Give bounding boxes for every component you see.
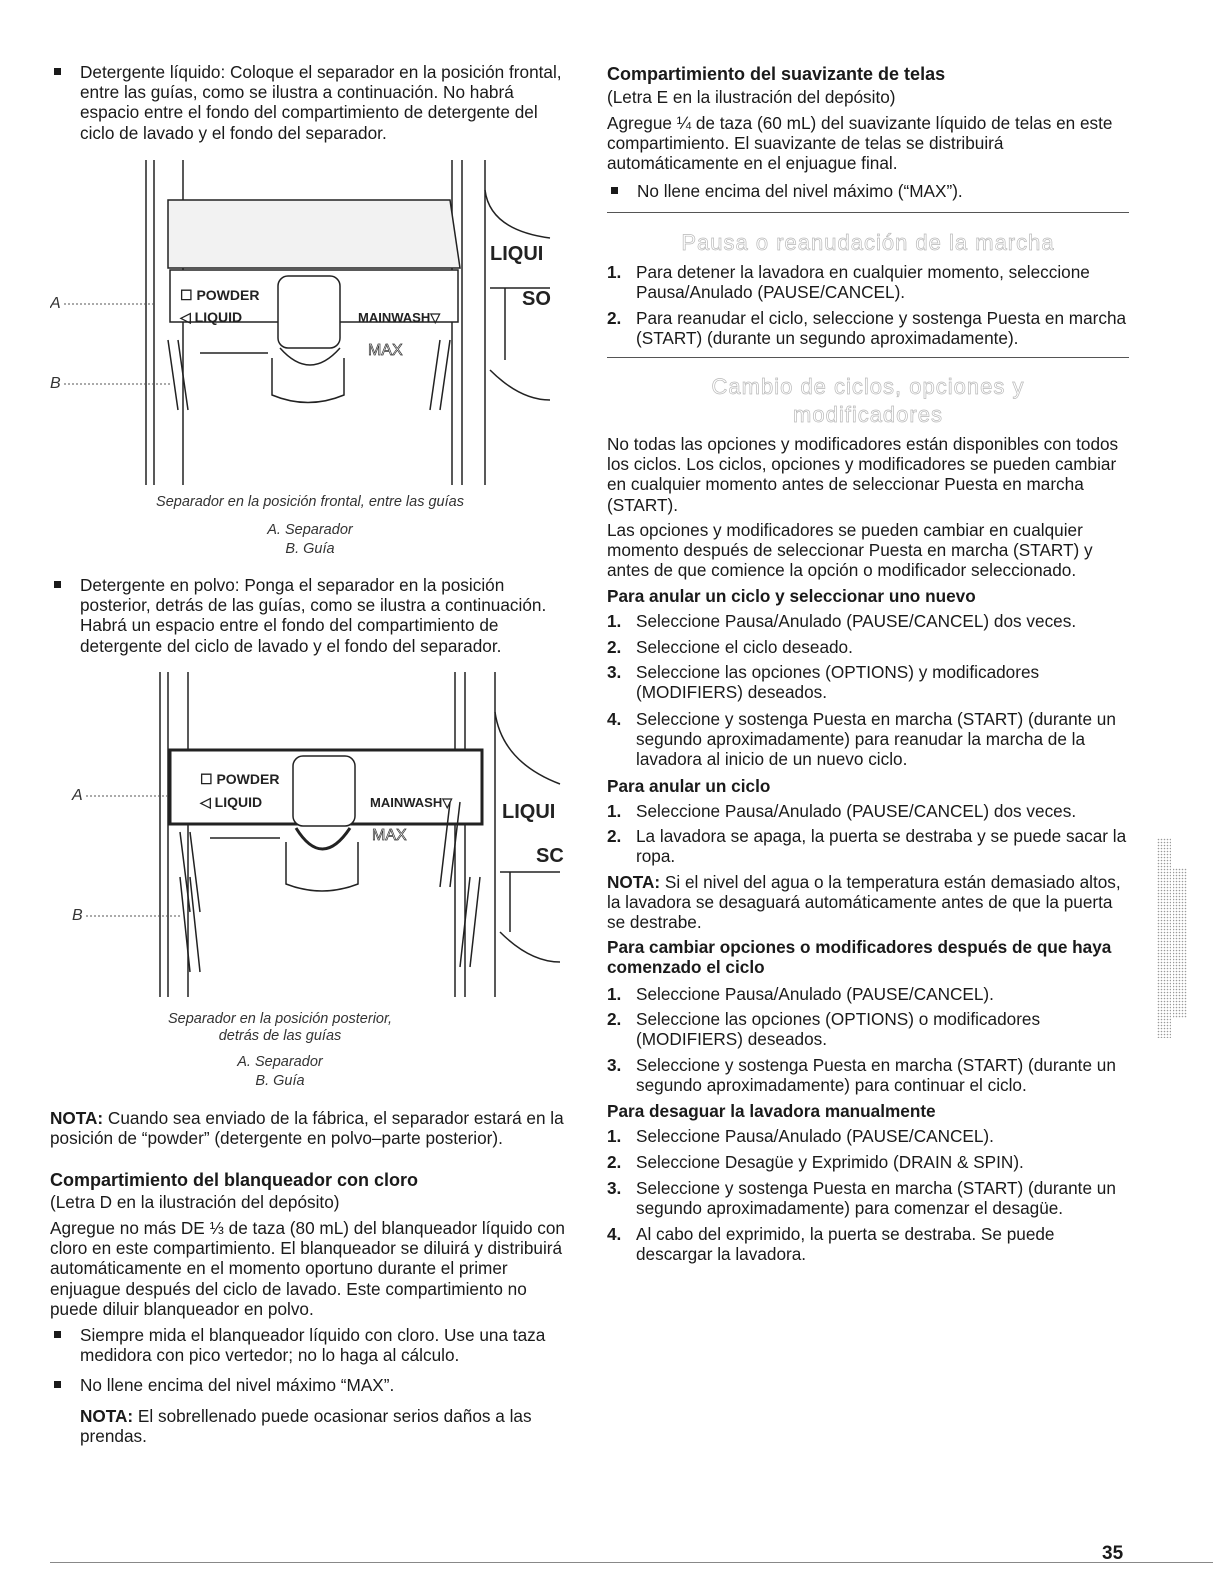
nota-separator xyxy=(50,1108,570,1148)
step-number: 1. xyxy=(607,262,622,282)
step-number: 1. xyxy=(607,1126,622,1146)
step-text: Seleccione y sostenga Puesta en marcha (START) (durante un segundo aproximadamente) para reanudar la marcha de la lavadora al inicio de un nuevo ciclo. xyxy=(636,709,1116,770)
step-text: Seleccione Desagüe y Exprimido (DRAIN & SPIN). xyxy=(636,1152,1024,1172)
step-number: 1. xyxy=(607,801,622,821)
bleach-nota xyxy=(80,1406,570,1446)
step-text: Seleccione Pausa/Anulado (PAUSE/CANCEL). xyxy=(636,1126,994,1146)
bleach-bullet-max xyxy=(50,1375,570,1397)
mainwash-label: MAINWASH▽ xyxy=(358,310,441,325)
footer-rule xyxy=(50,1562,1213,1563)
step-text: Al cabo del exprimido, la puerta se destraba. Se puede descargar la lavadora. xyxy=(636,1224,1055,1265)
liqui-label: LIQUI xyxy=(502,801,556,823)
figure-1-caption: Separador en la posición frontal, entre las guías xyxy=(156,494,464,510)
so-label: SO xyxy=(522,288,551,310)
pause-heading: Pausa o reanudación de la marcha xyxy=(681,230,1055,255)
step-text: Seleccione y sostenga Puesta en marcha (START) (durante un segundo aproximadamente) para comenzar el desagüe. xyxy=(636,1178,1116,1219)
label-a: A xyxy=(72,787,83,804)
step-number: 2. xyxy=(607,1152,622,1172)
step-number: 2. xyxy=(607,637,622,657)
step-number: 4. xyxy=(607,709,622,729)
dispenser-illustration-front xyxy=(50,160,570,490)
change-options-step-3 xyxy=(607,1055,1129,1097)
figure-1-legend-a: A. Separador xyxy=(267,522,353,538)
drain-step-2 xyxy=(607,1152,1129,1174)
drain-title: Para desaguar la lavadora manualmente xyxy=(607,1101,936,1121)
liquid-label: ◁ LIQUID xyxy=(180,309,243,325)
bleach-bullet-measure xyxy=(50,1325,570,1367)
cancel-cycle-title: Para anular un ciclo xyxy=(607,776,771,796)
step-text: Seleccione y sostenga Puesta en marcha (START) (durante un segundo aproximadamente) para continuar el ciclo. xyxy=(636,1055,1116,1096)
bullet-text: No llene encima del nivel máximo (“MAX”). xyxy=(637,181,963,201)
change-options-title: Para cambiar opciones o modificadores después de que haya comenzado el ciclo xyxy=(607,937,1112,978)
change-heading-line-2: modificadores xyxy=(793,402,943,427)
bullet-text: Detergente líquido: Coloque el separador en la posición frontal, entre las guías, como se ilustra a continuación. No habrá espacio entre el fondo del compartimiento de detergente del ciclo de lavado y el fondo del separador. xyxy=(80,62,562,143)
page-number: 35 xyxy=(1102,1543,1124,1564)
section-divider xyxy=(607,357,1129,358)
bullet-powder-detergent xyxy=(50,575,570,657)
change-heading-line-1: Cambio de ciclos, opciones y xyxy=(711,374,1025,399)
step-number: 1. xyxy=(607,984,622,1004)
side-section-tab xyxy=(1151,808,1191,1058)
drain-step-1 xyxy=(607,1126,1129,1148)
dispenser-illustration-back xyxy=(50,672,570,1007)
pause-step-2 xyxy=(607,308,1129,350)
nota-label: NOTA: xyxy=(607,872,661,892)
drain-step-4 xyxy=(607,1224,1129,1266)
max-label: MAX xyxy=(368,342,403,359)
nota-label: NOTA: xyxy=(80,1406,134,1426)
cancel-select-step-2 xyxy=(607,637,1129,659)
bleach-title: Compartimiento del blanqueador con cloro xyxy=(50,1170,419,1190)
cancel-cycle-step-1 xyxy=(607,801,1129,823)
halftone-tab-graphic xyxy=(1151,808,1191,1058)
step-number: 4. xyxy=(607,1224,622,1244)
step-number: 3. xyxy=(607,1178,622,1198)
softener-subtitle: (Letra E en la ilustración del depósito) xyxy=(607,87,896,107)
step-number: 3. xyxy=(607,1055,622,1075)
bullet-text: Siempre mida el blanqueador líquido con cloro. Use una taza medidora con pico vertedor; no lo haga al cálculo. xyxy=(80,1325,546,1366)
nota-label: NOTA: xyxy=(50,1108,104,1128)
step-text: Seleccione el ciclo deseado. xyxy=(636,637,853,657)
figure-1-legend-b: B. Guía xyxy=(285,541,335,557)
cancel-select-step-3 xyxy=(607,662,1129,704)
cancel-cycle-step-2 xyxy=(607,826,1129,868)
powder-label: ☐ POWDER xyxy=(180,287,260,303)
nota-text: Si el nivel del agua o la temperatura están demasiado altos, la lavadora se desaguará automáticamente antes de que la puerta se destrabe. xyxy=(607,872,1121,933)
bullet-liquid-detergent xyxy=(50,62,570,144)
step-text: Seleccione Pausa/Anulado (PAUSE/CANCEL). xyxy=(636,984,994,1004)
bleach-body: Agregue no más DE ⅓ de taza (80 mL) del blanqueador líquido con cloro en este compartimiento. El blanqueador se diluirá y distribuirá automáticamente en el momento oportuno durante el primer enjuague después del ciclo de lavado. Este compartimiento no puede diluir blanqueador en polvo. xyxy=(50,1218,565,1319)
nota-text: Cuando sea enviado de la fábrica, el separador estará en la posición de “powder” (detergente en polvo–parte posterior). xyxy=(50,1108,564,1149)
softener-body: Agregue ¼ de taza (60 mL) del suavizante líquido de telas en este compartimiento. El suavizante de telas se distribuirá automáticamente en el enjuague final. xyxy=(607,113,1113,174)
section-divider xyxy=(607,212,1129,213)
liquid-label: ◁ LIQUID xyxy=(200,794,263,810)
softener-bullet xyxy=(607,181,1129,203)
change-para-2: Las opciones y modificadores se pueden cambiar en cualquier momento después de seleccionar Puesta en marcha (START) y antes de que comience la opción o modificador seleccionado. xyxy=(607,520,1093,581)
cancel-select-title: Para anular un ciclo y seleccionar uno nuevo xyxy=(607,586,976,606)
step-text: Seleccione Pausa/Anulado (PAUSE/CANCEL) dos veces. xyxy=(636,801,1077,821)
step-number: 3. xyxy=(607,662,622,682)
label-b: B xyxy=(72,907,83,924)
step-text: Para detener la lavadora en cualquier momento, seleccione Pausa/Anulado (PAUSE/CANCEL). xyxy=(636,262,1090,303)
drain-step-3 xyxy=(607,1178,1129,1220)
change-options-step-1 xyxy=(607,984,1129,1006)
step-number: 2. xyxy=(607,308,622,328)
pause-step-1 xyxy=(607,262,1129,304)
change-para-1: No todas las opciones y modificadores están disponibles con todos los ciclos. Los ciclos, opciones y modificadores se pueden cambiar en cualquier momento antes de seleccionar Puesta en marcha (START). xyxy=(607,434,1119,515)
cancel-select-step-1 xyxy=(607,611,1129,633)
softener-title: Compartimiento del suavizante de telas xyxy=(607,64,946,84)
figure-2-caption-2: detrás de las guías xyxy=(218,1028,342,1044)
liqui-label: LIQUI xyxy=(490,243,544,265)
step-text: Para reanudar el ciclo, seleccione y sostenga Puesta en marcha (START) (durante un segundo aproximadamente). xyxy=(636,308,1127,349)
change-options-step-2 xyxy=(607,1009,1129,1051)
step-text: Seleccione las opciones (OPTIONS) y modificadores (MODIFIERS) deseados. xyxy=(636,662,1040,703)
label-a: A xyxy=(50,295,61,312)
bleach-subtitle: (Letra D en la ilustración del depósito) xyxy=(50,1192,340,1212)
figure-2-legend-b: B. Guía xyxy=(255,1073,305,1089)
step-number: 2. xyxy=(607,826,622,846)
step-text: Seleccione Pausa/Anulado (PAUSE/CANCEL) dos veces. xyxy=(636,611,1077,631)
cancel-cycle-nota xyxy=(607,872,1129,933)
step-number: 1. xyxy=(607,611,622,631)
step-text: La lavadora se apaga, la puerta se destraba y se puede sacar la ropa. xyxy=(636,826,1127,867)
bullet-text: Detergente en polvo: Ponga el separador en la posición posterior, detrás de las guías, como se ilustra a continuación. Habrá un espacio entre el fondo del compartimiento de detergente del ciclo de lavado y el fondo del separador. xyxy=(80,575,547,656)
cancel-select-step-4 xyxy=(607,709,1129,771)
figure-separator-front xyxy=(50,160,570,490)
powder-label: ☐ POWDER xyxy=(200,771,280,787)
label-b: B xyxy=(50,375,61,392)
figure-separator-back xyxy=(50,672,570,1007)
nota-text: El sobrellenado puede ocasionar serios daños a las prendas. xyxy=(80,1406,532,1447)
figure-2-caption-1: Separador en la posición posterior, xyxy=(167,1011,393,1027)
step-text: Seleccione las opciones (OPTIONS) o modificadores (MODIFIERS) deseados. xyxy=(636,1009,1041,1050)
step-number: 2. xyxy=(607,1009,622,1029)
figure-2-legend-a: A. Separador xyxy=(237,1054,323,1070)
so-label: SC xyxy=(536,845,564,867)
mainwash-label: MAINWASH▽ xyxy=(370,795,453,810)
max-label: MAX xyxy=(372,827,407,844)
bullet-text: No llene encima del nivel máximo “MAX”. xyxy=(80,1375,395,1395)
